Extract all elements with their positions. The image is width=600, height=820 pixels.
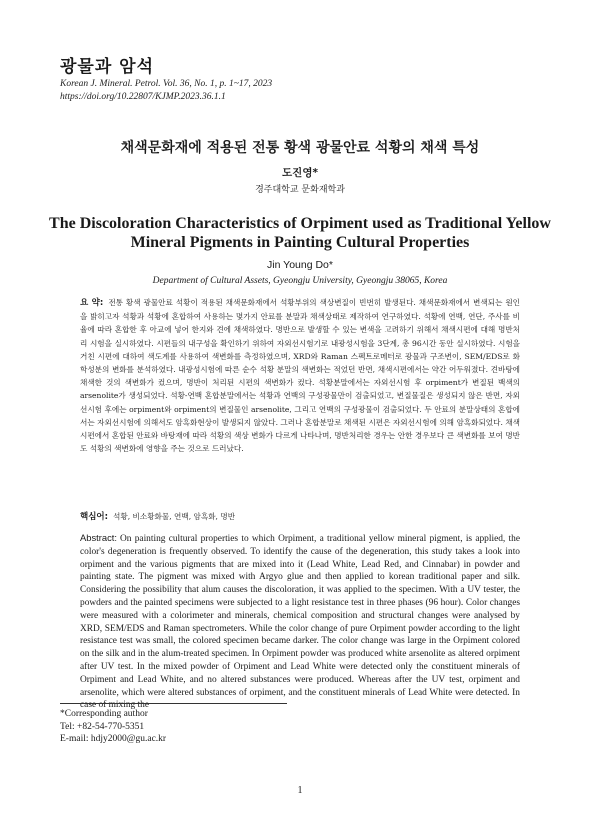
page-number: 1 [297, 785, 303, 796]
journal-meta [60, 78, 272, 103]
abstract-english [80, 532, 520, 712]
footnote-corresponding: *Corresponding author [60, 709, 148, 719]
author-korean: 도진영* [282, 167, 318, 179]
affiliation-english: Department of Cultural Assets, Gyeongju University, Gyeongju 38065, Korea [152, 276, 448, 286]
author-english: Jin Young Do* [267, 259, 333, 271]
affiliation-korean: 경주대학교 문화재학과 [255, 185, 345, 195]
paper-title-korean: 채색문화재에 적용된 전통 황색 광물안료 석황의 채색 특성 [120, 140, 480, 156]
journal-name: 광물과 암석 [60, 57, 155, 77]
abstract-korean-label: 요 약: [80, 298, 104, 308]
abstract-english-label: Abstract: [80, 532, 117, 543]
journal-citation: Korean J. Mineral. Petrol. Vol. 36, No. 1, p. 1~17, 2023 [60, 79, 273, 89]
abstract-english-text: On painting cultural properties to which Orpiment, a traditional yellow mineral pigment, is applied, the color's degeneration is frequently observed. To identify the cause of the degeneration, this study takes a look into orpiment and the various pigments that are mixed into it (Lead White, Lead Red, and Cinnabar) in powder and painting state. The pigment was mixed with Argyo glue and then applied to korean traditional paper and silk. Considering the possibility that alum causes the discoloration, it was applied to the specimen. With a UV tester, the powders and the painted specimens were subjected to a light resistance test in three phases (96 hour). Color changes were measured with a colorimeter and minerals, chemical composition and structural changes were analysed by XRD, SEM/EDS and Raman spectrometers. While the color change of pure Orpiment powder according to the light resistance test was small, the colored specimen became darker. The color change was large in the Orpiment colored on the silk and in the alum-treated specimen. In Orpiment powder was produced white arsenolite as altered orpiment after UV test. In the mixed powder of Orpiment and Lead White were detected only the constituent minerals of Orpiment and Lead White, and no altered substances were produced. Whereas after the UV test, orpiment and arsenolite, which were altered substances of orpiment, and the constituent minerals of Lead White were detected. In case of mixing the [80, 534, 520, 711]
journal-doi[interactable]: https://doi.org/10.22807/KJMP.2023.36.1.1 [60, 91, 226, 102]
keywords-korean [80, 510, 520, 522]
footnote-tel: Tel: +82-54-770-5351 [60, 721, 145, 732]
footnote-divider [60, 703, 287, 704]
keywords-korean-label: 핵심어: [80, 512, 109, 522]
keywords-korean-text: 석황, 비소황화물, 연백, 암흑화, 명반 [113, 512, 236, 521]
footnote-email[interactable]: E-mail: hdjy2000@gu.ac.kr [60, 734, 167, 745]
abstract-korean [80, 296, 520, 455]
footnote [60, 708, 166, 746]
paper-title-english: The Discoloration Characteristics of Orpiment used as Traditional Yellow Mineral Pigments in Painting Cultural Properties [49, 215, 551, 251]
abstract-korean-text: 전통 황색 광물안료 석황이 적용된 채색문화재에서 석황부위의 색상변질이 빈번히 발생된다. 채색문화재에서 변색되는 원인을 밝히고자 석황과 석황에 혼합하여 사용하는 몇가지 안료를 분말과 채색상태로 제작하여 연구하였다. 석황에 연백, 연단, 주사를 비율에 따라 혼합한 후 아교에 넣어 한지와 견에 채색하였다. 명반으로 발생할 수 있는 변색을 고려하기 위해서 채색시편에 대해 명반처리 시험을 실시하였다. 시편들의 내구성을 확인하기 위하여 자외선시험기로 내광성시험을 3단계, 총 96시간 동안 실시하였다. 시험을 거친 시편에 대하여 색도계를 사용하여 색변화를 측정하였으며, XRD와 Raman 스펙트로메터로 광물과 구조변이, SEM/EDS로 화학성분의 변화를 분석하였다. 내광성시험에 따른 순수 석황 분말의 색변화는 적었던 반면, 채색시편에서는 약간 어두워졌다. 견바탕에 채색한 것의 색변화가 컸으며, 명반이 처리된 시편의 색변화가 컸다. 석황분말에서는 자외선시험 후 orpiment가 변질된 백색의 arsenolite가 생성되었다. 석황-연백 혼합분말에서는 석황과 연백의 구성광물만이 검출되었고, 변질물질은 생성되지 않은 반면, 자외선시험 후에는 orpiment와 orpiment의 변질물인 arsenolite, 그리고 연백의 구성광물이 검출되었다. 두 안료의 분말상태의 혼합에서는 자외선시험에 의해서도 암흑화현상이 발생되지 않았다. 그러나 혼합분말로 채색된 시편은 자외선시험에 의해 암흑화되었다. 채색시편에서 혼합된 안료와 바탕재에 따라 석황의 색상 변화가 다르게 나타나며, 명반처리한 경우는 안한 경우보다 큰 색변화를 보여 명반도 석황의 색변화에 영향을 주는 것으로 드러났다. [80, 298, 521, 454]
